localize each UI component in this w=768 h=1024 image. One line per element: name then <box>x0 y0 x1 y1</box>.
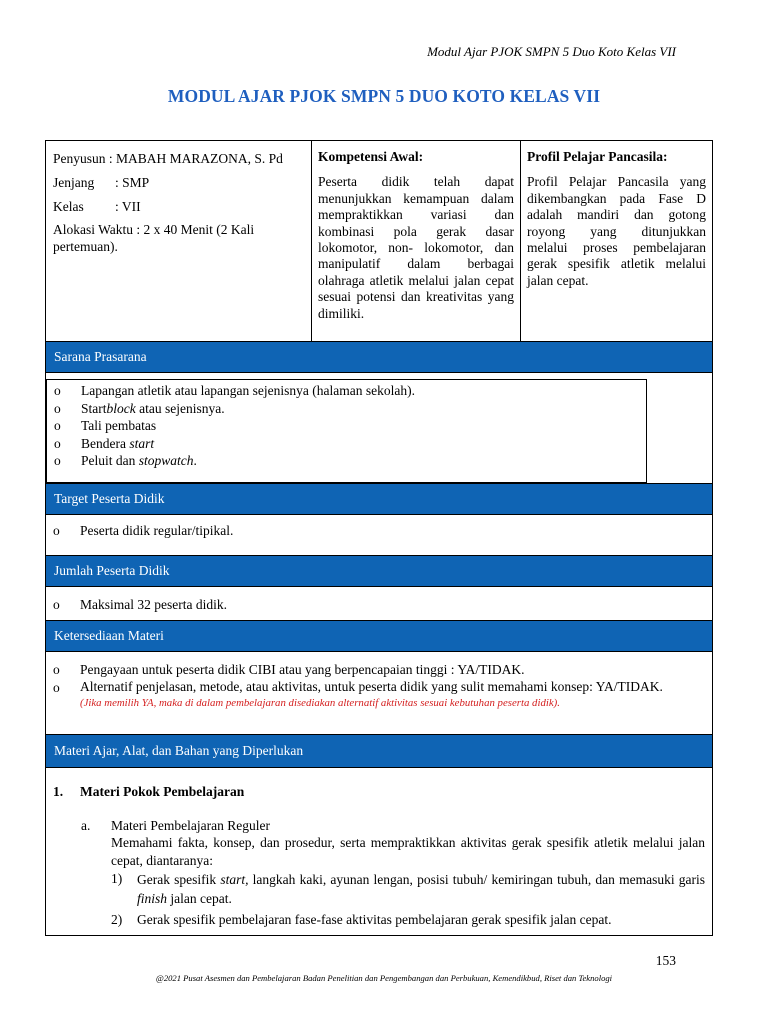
item-text: Bendera <box>81 435 130 451</box>
reguler-title: Materi Pembelajaran Reguler <box>111 817 270 833</box>
profil-text: Profil Pelajar Pancasila yang dikembangkan pada Fase D adalah mandiri dan gotong royong yang ditunjukkan melalui proses pembelajaran gerak spesifik atletik melalui jalan cepat. <box>527 174 706 288</box>
item-text: . <box>193 453 197 468</box>
bullet-icon: o <box>54 453 61 468</box>
profil-heading: Profil Pelajar Pancasila: <box>527 149 668 164</box>
item-text: atau sejenisnya. <box>135 400 225 416</box>
item-text: Gerak spesifik start, langkah kaki, ayunan lengan, posisi tubuh/ kemiringan tubuh, dan memasuki garis finish jalan cepat. <box>137 872 705 906</box>
bullet-icon: o <box>53 679 60 695</box>
item-text: Start <box>81 400 107 416</box>
sarana-heading: Sarana Prasarana <box>54 349 147 364</box>
bullet-icon: o <box>54 383 61 398</box>
list-item <box>47 417 646 435</box>
bullet-icon: o <box>54 418 61 433</box>
list-item <box>46 596 712 614</box>
section-number: 1. <box>53 784 64 799</box>
running-header: Modul Ajar PJOK SMPN 5 Duo Koto Kelas VII <box>427 44 676 59</box>
kompetensi-text: Peserta didik telah dapat menunjukkan kemampuan dalam mempraktikkan variasi dan kombinasi pola gerak dasar lokomotor, non- lokomotor, dan manipulatif dalam berbagai olahraga atletik melalui jalan cepat sesuai potensi dan kreativitas yang dimiliki. <box>318 174 514 321</box>
list-item <box>47 435 646 453</box>
reguler-text: Memahami fakta, konsep, dan prosedur, serta mempraktikkan aktivitas gerak spesifik atletik melalui jalan cepat, diantaranya: <box>111 835 705 868</box>
identity-row <box>46 141 712 341</box>
list-item <box>46 522 712 540</box>
list-item <box>47 382 646 400</box>
item-text: Tali pembatas <box>81 418 157 433</box>
target-heading: Target Peserta Didik <box>54 491 165 506</box>
item-number: 2) <box>111 912 123 927</box>
jumlah-heading-bar <box>46 555 712 587</box>
materi-reguler <box>46 817 705 929</box>
kelas-label: Kelas <box>53 198 84 214</box>
jumlah-heading: Jumlah Peserta Didik <box>54 563 170 578</box>
kelas-value: : VII <box>115 198 141 214</box>
sarana-list <box>46 379 647 483</box>
alokasi-text: Alokasi Waktu : 2 x 40 Menit (2 Kali pertemuan). <box>53 222 255 254</box>
bullet-icon: o <box>54 435 61 451</box>
document-title: MODUL AJAR PJOK SMPN 5 DUO KOTO KELAS VII <box>167 86 601 106</box>
kompetensi-cell <box>312 141 521 341</box>
bullet-icon: o <box>53 523 60 538</box>
materi-heading: Materi Ajar, Alat, dan Bahan yang Diperlukan <box>54 743 304 758</box>
sarana-heading-bar <box>46 341 712 373</box>
materi-pokok-heading <box>46 783 705 801</box>
item-text: Lapangan atletik atau lapangan sejenisnya (halaman sekolah). <box>81 383 415 398</box>
identity-cell <box>46 141 312 341</box>
list-item <box>46 661 705 679</box>
item-text: Peluit dan <box>81 453 139 468</box>
profil-cell <box>521 141 712 341</box>
page-number: 153 <box>655 953 676 968</box>
jenjang-value: : SMP <box>115 175 150 191</box>
item-letter: a. <box>81 817 91 833</box>
item-italic: start <box>129 435 155 451</box>
materi-heading-bar <box>46 734 712 768</box>
bullet-icon: o <box>54 400 61 416</box>
jumlah-section <box>46 596 712 614</box>
target-section <box>46 522 712 540</box>
list-item <box>111 870 705 908</box>
jenjang-label: Jenjang <box>53 175 95 191</box>
ketersediaan-heading: Ketersediaan Materi <box>54 628 164 643</box>
item-italic: block <box>106 400 136 416</box>
item-text: Peserta didik regular/tipikal. <box>80 523 234 538</box>
item-text: Gerak spesifik pembelajaran fase-fase aktivitas pembelajaran gerak spesifik jalan cepat. <box>137 912 612 927</box>
ketersediaan-heading-bar <box>46 620 712 652</box>
penyusun-text: Penyusun : MABAH MARAZONA, S. Pd <box>53 151 283 166</box>
kompetensi-heading: Kompetensi Awal: <box>318 149 424 164</box>
list-item <box>47 452 646 470</box>
list-item <box>47 400 646 418</box>
ketersediaan-section <box>46 661 712 710</box>
list-item <box>111 911 705 929</box>
item-text: Alternatif penjelasan, metode, atau aktivitas, untuk peserta didik yang sulit memahami konsep: YA/TIDAK. <box>80 678 663 694</box>
kelas-row <box>53 199 304 215</box>
section-title: Materi Pokok Pembelajaran <box>80 784 245 799</box>
copyright-footer: @2021 Pusat Asesmen dan Pembelajaran Badan Penelitian dan Pengembangan dan Perbukuan, Kemendikbud, Riset dan Teknologi <box>155 973 613 983</box>
list-item <box>46 679 705 697</box>
jenjang-row <box>53 175 304 191</box>
bullet-icon: o <box>53 662 60 677</box>
bullet-icon: o <box>53 597 60 612</box>
item-text: Maksimal 32 peserta didik. <box>80 597 227 612</box>
materi-section <box>46 783 712 929</box>
item-number: 1) <box>111 871 123 886</box>
item-italic: stopwatch <box>138 453 194 468</box>
module-table <box>45 140 713 936</box>
ketersediaan-note: (Jika memilih YA, maka di dalam pembelajaran disediakan alternatif aktivitas sesuai kebutuhan peserta didik). <box>80 697 560 709</box>
target-heading-bar <box>46 483 712 515</box>
item-text: Pengayaan untuk peserta didik CIBI atau yang berpencapaian tinggi : YA/TIDAK. <box>80 662 525 677</box>
